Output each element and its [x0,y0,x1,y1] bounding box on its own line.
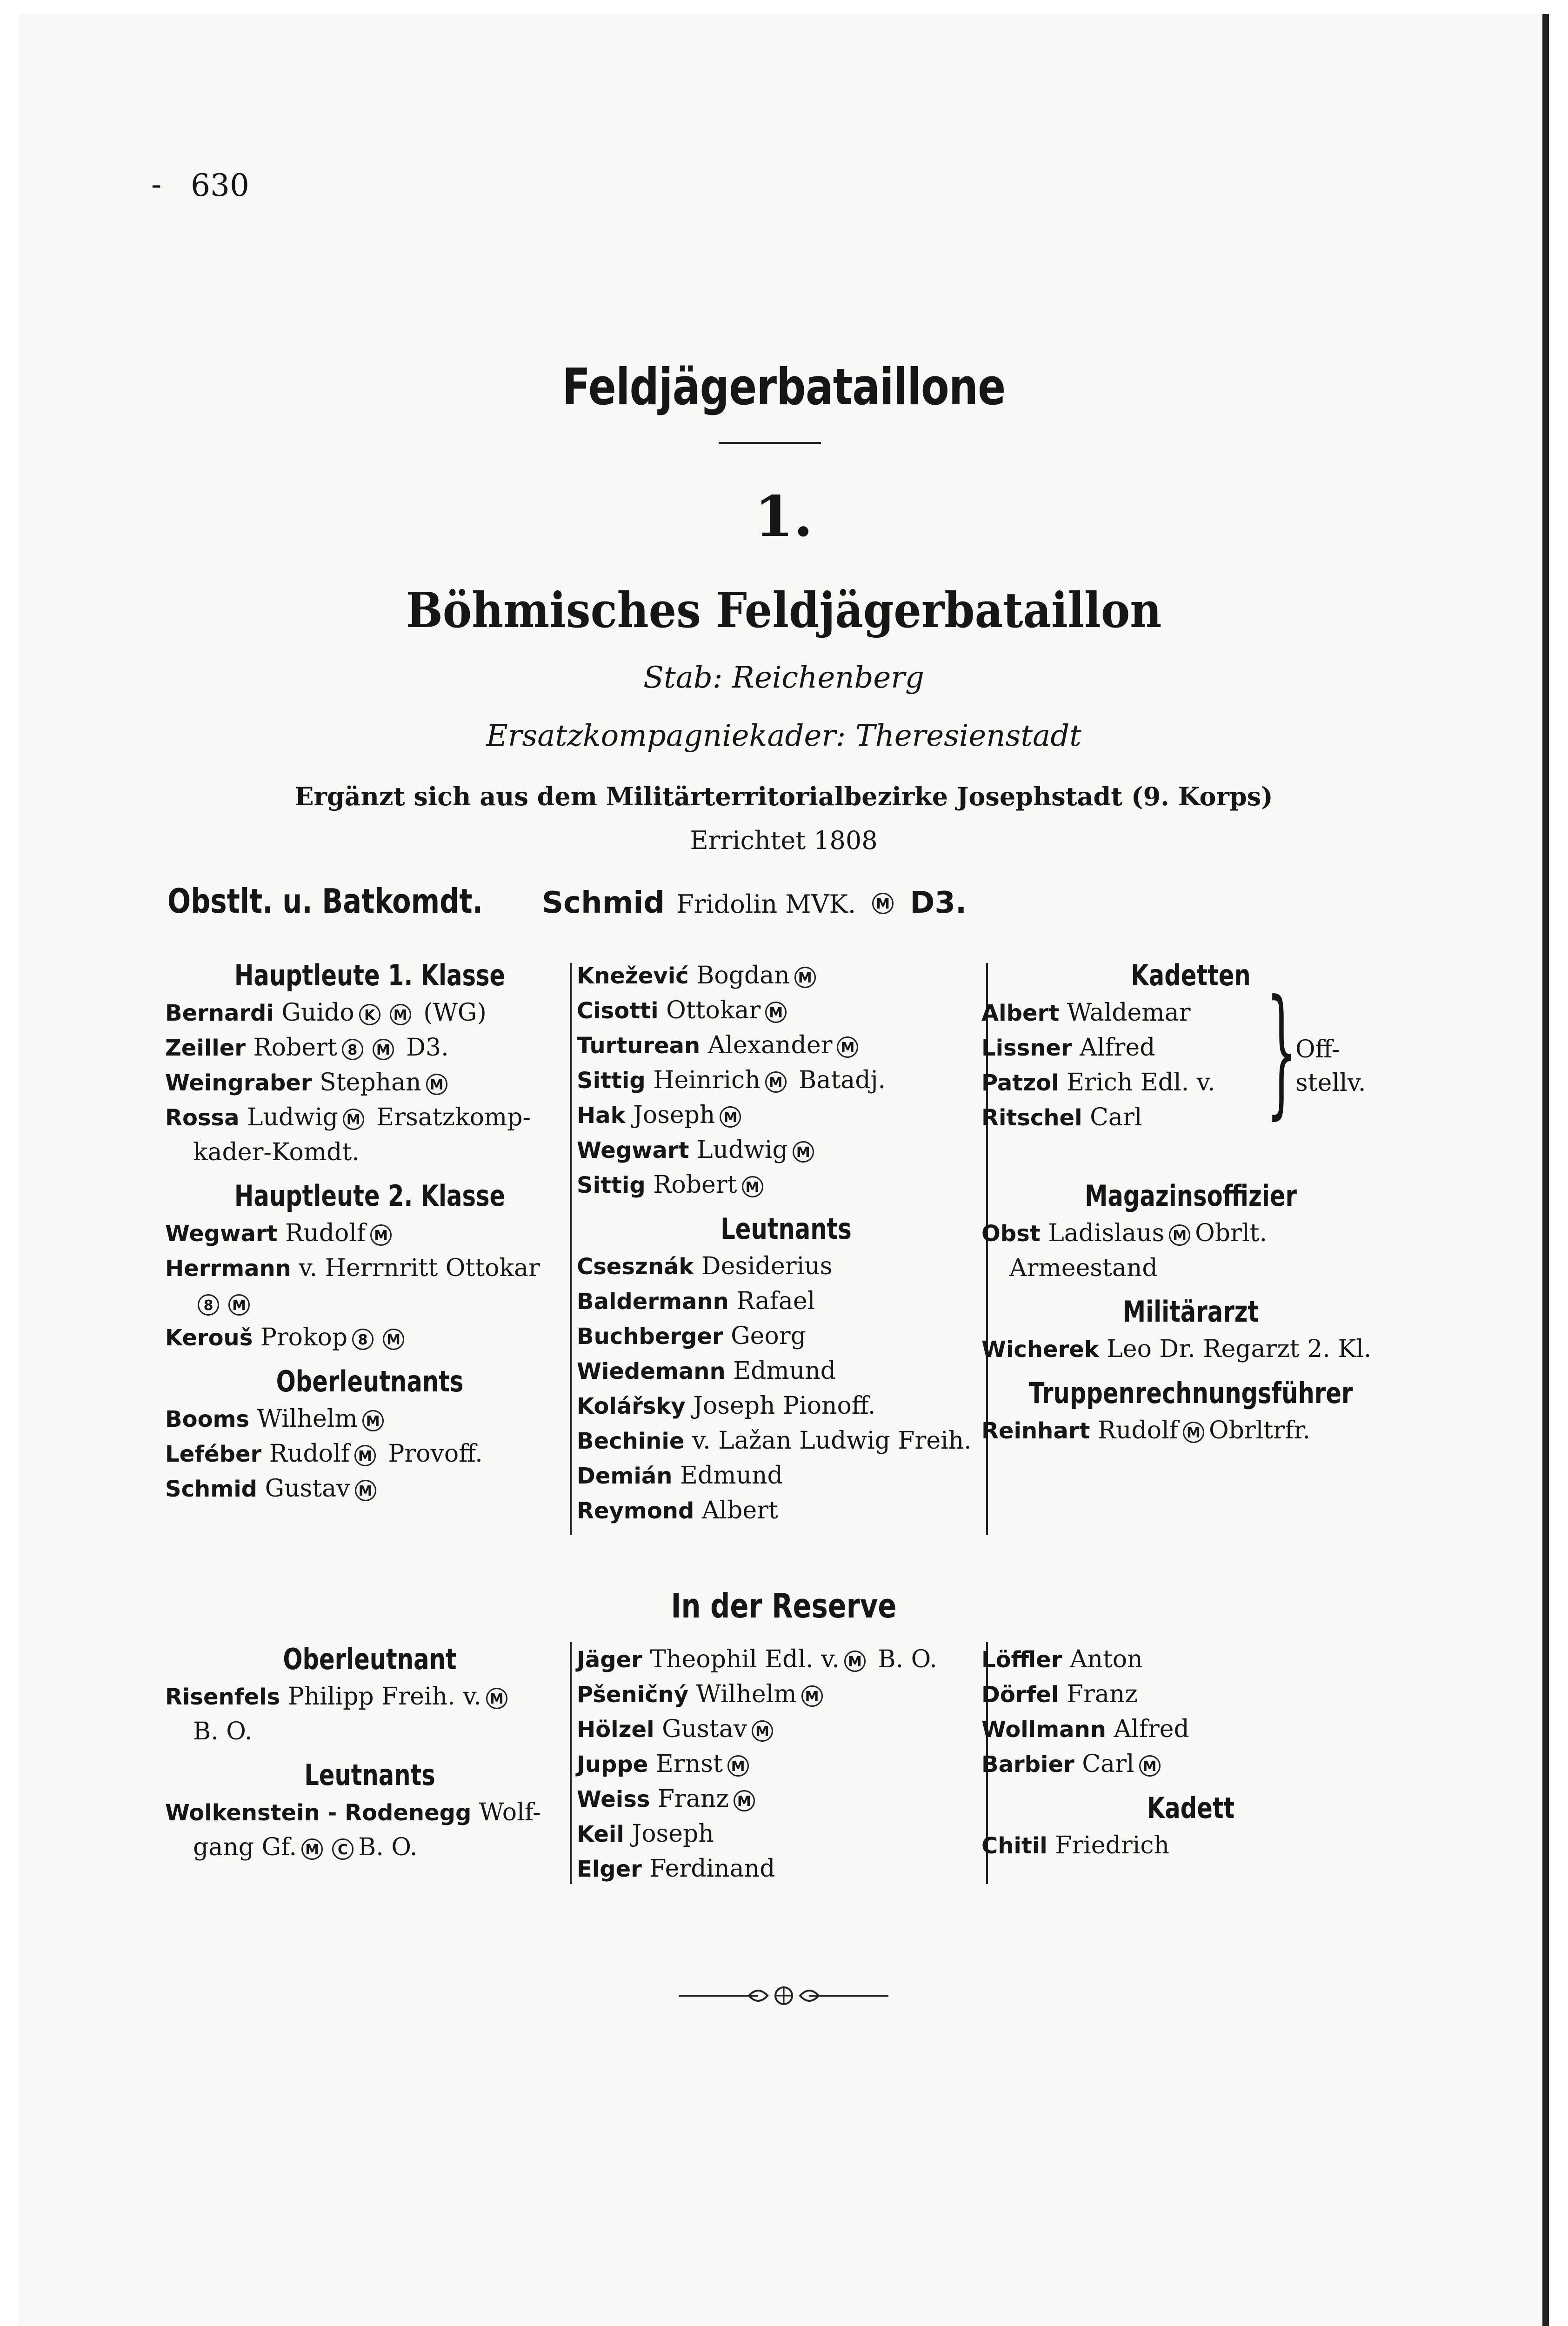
given-name: Joseph [632,1820,714,1848]
title-divider [719,442,821,444]
surname: Csesznák [577,1254,694,1280]
surname: Wiedemann [577,1358,726,1384]
list-item [577,1249,995,1284]
given-name: Anton [1069,1645,1143,1673]
decoration-icon: M [228,1294,250,1316]
surname: Sittig [577,1068,646,1094]
surname: Knežević [577,963,689,989]
given-name: Ludwig [697,1136,788,1164]
given-name: Georg [731,1322,806,1350]
decoration-icon: K [359,1004,380,1025]
decoration-icon: M [872,893,894,914]
surname: Keil [577,1821,624,1847]
given-name: v. Lažan Ludwig Freih. [692,1427,972,1455]
given-name: Alfred [1080,1034,1155,1062]
given-name: Edmund [733,1357,836,1385]
list-item [165,1030,574,1065]
page [19,14,1549,2326]
section-heading: Kadett [1147,1791,1235,1825]
continuation-line [165,1830,574,1865]
surname: Leféber [165,1441,262,1467]
decoration-icon: M [1183,1422,1204,1443]
decoration-icon: M [355,1480,376,1501]
list-item [165,1795,574,1830]
list-item [577,1817,995,1851]
reserve-column-1 [165,1633,574,1865]
list-item [577,1677,995,1712]
surname: Lissner [981,1035,1072,1061]
surname: Reinhart [981,1418,1090,1444]
section-heading: Oberleutnants [276,1364,464,1398]
note: (WG) [423,999,487,1027]
list-item [577,958,995,993]
surname: Juppe [577,1751,648,1778]
given-name: Guido [281,999,354,1027]
list-item [577,1747,995,1782]
decoration-icon: M [362,1410,384,1431]
given-name: Bogdan [696,962,790,989]
decoration-icon: M [801,1685,823,1707]
list-item [981,1828,1400,1863]
list-item [577,1712,995,1747]
given-name: Ferdinand [649,1855,775,1883]
list-item [577,1284,995,1319]
list-item [165,1471,574,1506]
given-name: Carl [1090,1103,1142,1131]
given-name: v. Herrnritt Ottokar [299,1254,540,1282]
surname: Chitil [981,1833,1048,1859]
surname: Herrmann [165,1256,291,1282]
list-item [981,1747,1400,1782]
surname: Demián [577,1463,673,1489]
decoration-icon: M [793,1141,814,1163]
note: Ersatzkomp- [376,1103,531,1131]
column-1 [165,949,574,1506]
surname: Patzol [981,1070,1059,1096]
section-heading: Oberleutnant [283,1642,457,1676]
given-name: Gustav [265,1475,350,1503]
list-item [981,996,1400,1030]
list-item [577,1168,995,1203]
page-title: Feldjägerbataillone [562,358,1006,416]
surname: Kerouš [165,1325,253,1351]
list-item [981,1216,1400,1251]
list-item [165,1100,574,1135]
decoration-icon: M [354,1445,376,1466]
surname: Kolářsky [577,1393,686,1419]
surname: Hak [577,1103,626,1129]
column-divider [570,963,572,1535]
section-heading: Kadetten [1131,958,1251,992]
note: D3. [406,1034,449,1062]
surname: Cisotti [577,998,659,1024]
column-divider [570,1642,572,1884]
decoration-icon: M [752,1720,773,1742]
given-name: Wilhelm [257,1405,358,1433]
decoration-icon: C [332,1838,354,1860]
given-name: Gustav [662,1715,747,1743]
surname: Sittig [577,1172,646,1198]
given-name: Friedrich [1055,1831,1169,1859]
decoration-icon: M [426,1074,447,1095]
decoration-icon: M [727,1755,749,1777]
battalion-number: 1. [754,484,813,549]
surname: Wegwart [165,1221,278,1247]
list-item [577,1063,995,1098]
given-name: Desiderius [701,1252,833,1280]
list-item [165,1065,574,1100]
note: B. O. [878,1645,937,1673]
surname: Risenfels [165,1684,280,1710]
page-mark: - [151,167,162,202]
decoration-icon: M [343,1109,364,1130]
section-heading: Militärarzt [1122,1295,1259,1329]
decoration-icon: M [301,1838,323,1860]
commander-label: Obstlt. u. Batkomdt. [167,882,483,921]
stab-line: Stab: Reichenberg [643,661,924,695]
given-name: Ottokar [666,996,761,1024]
surname: Wolkenstein - Rodenegg [165,1800,472,1826]
list-item [577,1098,995,1133]
surname: Zeiller [165,1035,246,1061]
spacer [981,1135,1400,1170]
surname: Weiss [577,1786,650,1812]
surname: Löffler [981,1647,1062,1673]
surname: Wollmann [981,1717,1106,1743]
given-name: Erich Edl. v. [1067,1069,1215,1096]
errichtet-line: Errichtet 1808 [690,826,878,855]
decoration-icon: 8 [352,1329,374,1350]
reserve-column-3 [981,1642,1400,1863]
list-item [165,1437,574,1471]
list-item [577,1493,995,1528]
list-item [577,1319,995,1354]
list-item [981,1413,1400,1448]
surname: Rossa [165,1105,240,1131]
decoration-icon: M [383,1329,404,1350]
list-item [981,1712,1400,1747]
list-item [577,1133,995,1168]
given-name: gang Gf. [193,1833,297,1861]
note: Obrltrfr. [1208,1417,1311,1444]
decoration-icon: M [742,1176,763,1197]
surname: Pšeničný [577,1682,688,1708]
surname: Ritschel [981,1105,1082,1131]
continuation-line: B. O. [193,1718,253,1745]
commander-surname: Schmid [542,886,665,920]
decoration-icon: M [390,1004,411,1025]
surname: Weingraber [165,1070,312,1096]
given-name: Rudolf [285,1219,366,1247]
given-name: Rudolf [269,1440,350,1468]
note: B. O. [358,1833,418,1861]
list-item [577,1424,995,1458]
given-name: Carl [1082,1750,1134,1778]
decoration-icon: M [765,1071,787,1093]
list-item [981,1100,1400,1135]
surname: Wegwart [577,1137,689,1163]
surname: Reymond [577,1498,694,1524]
continuation-line: Armeestand [1009,1254,1158,1282]
list-item [577,1642,995,1677]
list-item [165,1402,574,1437]
given-name: Joseph Pionoff. [693,1392,876,1420]
surname: Hölzel [577,1717,654,1743]
decoration-icon: M [373,1039,394,1060]
given-name: Prokop [260,1323,348,1351]
decoration-icon: M [1169,1224,1190,1246]
given-name: Wolf- [479,1798,541,1826]
surname: Obst [981,1221,1041,1247]
decoration-icon: M [844,1651,866,1672]
erganzt-line: Ergänzt sich aus dem Militärterritorialbezirke Josephstadt (9. Korps) [294,782,1273,811]
list-item [577,1782,995,1817]
given-name: Robert [253,1034,337,1062]
surname: Buchberger [577,1323,723,1350]
column-3 [981,949,1400,1448]
list-item [577,1354,995,1389]
ersatz-line: Ersatzkompagniekader: Theresienstadt [486,719,1081,753]
ornament-icon [679,1982,888,2010]
reserve-column-2 [577,1642,995,1886]
surname: Bechinie [577,1428,685,1454]
note: Obrlt. [1195,1219,1268,1247]
section-heading: Hauptleute 1. Klasse [234,958,506,992]
offstellv-line-1: Off- [1295,1036,1340,1063]
brace-icon: } [1266,970,1297,1132]
surname: Dörfel [981,1682,1059,1708]
section-heading: Truppenrechnungsführer [1028,1376,1353,1410]
surname: Wicherek [981,1337,1099,1363]
battalion-name: Böhmisches Feldjägerbataillon [406,582,1162,639]
surname: Bernardi [165,1000,274,1026]
given-name: Wilhelm [696,1680,797,1708]
given-name: Edmund [680,1462,783,1490]
surname: Barbier [981,1751,1074,1778]
page-number: 630 [191,167,249,203]
decoration-icon: M [1139,1755,1161,1777]
list-item [577,993,995,1028]
surname: Elger [577,1856,642,1882]
given-name: Joseph [633,1101,715,1129]
section-heading: Leutnants [721,1212,852,1246]
given-name: Robert [653,1171,737,1199]
decoration-icon: 8 [198,1294,219,1316]
given-name: Rudolf [1097,1417,1178,1444]
decoration-icon: 8 [342,1039,363,1060]
list-item [981,1642,1400,1677]
given-name: Ladislaus [1048,1219,1165,1247]
continuation-line [165,1286,574,1320]
surname: Baldermann [577,1289,729,1315]
note: Batadj. [799,1066,886,1094]
list-item [981,1677,1400,1712]
list-item [981,1332,1400,1367]
given-name: Waldemar [1067,999,1191,1027]
given-name: Leo Dr. Regarzt 2. Kl. [1107,1335,1372,1363]
offstellv-label [1295,1033,1366,1100]
list-item [165,1320,574,1355]
continuation-line: kader-Komdt. [193,1138,360,1166]
decoration-icon: M [765,1002,787,1023]
surname: Turturean [577,1033,701,1059]
given-name: Franz [1066,1680,1138,1708]
commander-suffix: D3. [910,886,967,920]
note: Provoff. [388,1440,483,1468]
given-name: Ludwig [247,1103,338,1131]
given-name: Albert [701,1497,778,1524]
given-name: Ernst [655,1750,723,1778]
decoration-icon: M [734,1790,755,1811]
list-item [165,1251,574,1286]
list-item [165,996,574,1030]
list-item [577,1458,995,1493]
given-name: Heinrich [653,1066,761,1094]
section-heading: Magazinsoffizier [1085,1179,1297,1213]
commander-line [167,882,967,921]
decoration-icon: M [370,1224,392,1246]
given-name: Alfred [1114,1715,1189,1743]
surname: Schmid [165,1476,258,1502]
reserve-title: In der Reserve [671,1586,897,1625]
given-name: Theophil Edl. v. [650,1645,840,1673]
decoration-icon: M [794,967,816,988]
given-name: Stephan [319,1069,421,1096]
list-item [165,1216,574,1251]
list-item [577,1028,995,1063]
given-name: Franz [657,1785,729,1813]
surname: Jäger [577,1647,642,1673]
list-item [577,1851,995,1886]
given-name: Rafael [736,1287,815,1315]
surname: Albert [981,1000,1060,1026]
surname: Booms [165,1406,250,1432]
given-name: Philipp Freih. v. [287,1683,481,1711]
decoration-icon: M [720,1106,741,1128]
offstellv-line-2: stellv. [1295,1069,1366,1097]
decoration-icon: M [486,1688,507,1709]
list-item [165,1679,574,1714]
section-heading: Hauptleute 2. Klasse [234,1179,506,1213]
given-name: Alexander [707,1031,833,1059]
list-item [577,1389,995,1424]
decoration-icon: M [837,1036,858,1058]
section-heading: Leutnants [304,1758,435,1792]
commander-rest: Fridolin MVK. [676,889,856,919]
column-2 [577,949,995,1528]
